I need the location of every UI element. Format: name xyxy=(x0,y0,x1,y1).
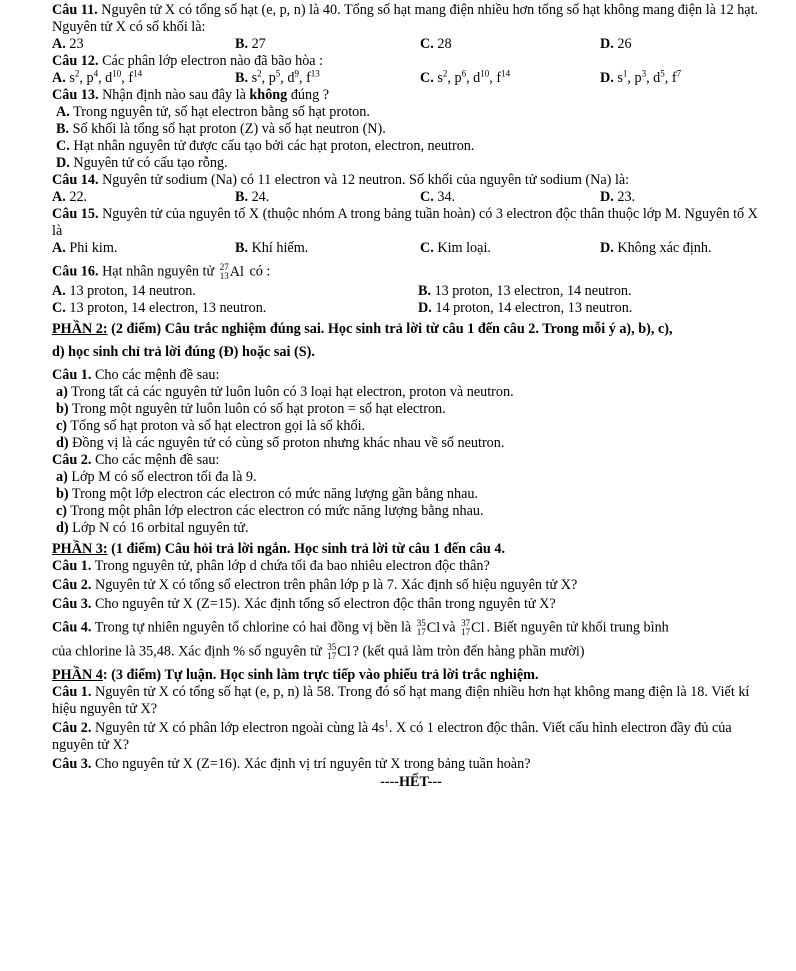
question-16: Câu 16. Hạt nhân nguyên tử 27 13 Al có : xyxy=(52,262,271,281)
option-b: B. 27 xyxy=(235,36,266,52)
option-d: D. $s^1$, $p^3$, $d^5$, $f^7$ xyxy=(600,68,682,86)
section-3-heading: PHẦN 3: (1 điểm) Câu hỏi trả lời ngắn. Học sinh trả lời từ câu 1 đến câu 4. xyxy=(52,541,506,557)
answer-options xyxy=(52,70,770,87)
section-2-heading: PHẦN 2: (2 điểm) Câu trắc nghiệm đúng sai. Học sinh trả lời từ câu 1 đến câu 2. Trong mỗi ý a), b), c), xyxy=(52,321,673,337)
option-c: C. 34. xyxy=(420,189,456,205)
statement-a: a) Lớp M có số electron tối đa là 9. xyxy=(56,469,257,485)
question-text: Nguyên tử X có tổng số hạt (e, p, n) là 40. Tổng số hạt mang điện nhiều hơn tổng số hạt không mang điện là 12 hạt. Nguyên tử X có số khối là: xyxy=(52,2,759,35)
option-b: B. $s^2$, $p^5$, $d^9$, $f^{13}$ xyxy=(235,68,320,86)
question-text: Các phân lớp electron nào đã bão hòa : xyxy=(98,53,324,69)
section-3-question-1: Câu 1. Trong nguyên tử, phân lớp d chứa tối đa bao nhiêu electron độc thân? xyxy=(52,558,490,574)
statement-c: c) Tổng số hạt proton và số hạt electron gọi là số khối. xyxy=(56,418,366,434)
answer-options xyxy=(52,283,770,300)
answer-options xyxy=(52,240,770,257)
option-a: A. 23 xyxy=(52,36,84,52)
question-13: Câu 13. Nhận định nào sau đây là không đúng ? xyxy=(52,87,330,103)
answer-options xyxy=(52,189,770,206)
question-label: Câu 16. xyxy=(52,263,99,280)
section-2-question-1: Câu 1. Cho các mệnh đề sau: xyxy=(52,367,220,383)
question-label: Câu 14. xyxy=(52,172,99,188)
option-d: D. Không xác định. xyxy=(600,240,712,256)
statement-d: d) Đồng vị là các nguyên tử có cùng số proton nhưng khác nhau về số neutron. xyxy=(56,435,505,451)
option-c: C. 13 proton, 14 electron, 13 neutron. xyxy=(52,300,267,316)
option-c: C. Kim loại. xyxy=(420,240,491,256)
nuclide-symbol: 27 13 Al xyxy=(219,262,244,281)
option-a: A. Trong nguyên tử, số hạt electron bằng số hạt proton. xyxy=(56,104,370,120)
option-d: D. 14 proton, 14 electron, 13 neutron. xyxy=(418,300,633,316)
option-c: C. Hạt nhân nguyên tử được cấu tạo bởi các hạt proton, electron, neutron. xyxy=(56,138,475,154)
statement-c: c) Trong một phân lớp electron các electron có mức năng lượng bằng nhau. xyxy=(56,503,484,519)
section-4-question-3: Câu 3. Cho nguyên tử X (Z=16). Xác định vị trí nguyên tử X trong bảng tuần hoàn? xyxy=(52,756,531,772)
nuclide-symbol: 35 17 Cl xyxy=(416,618,441,637)
option-d: D. Nguyên tử có cấu tạo rỗng. xyxy=(56,155,228,171)
section-2-question-2: Câu 2. Cho các mệnh đề sau: xyxy=(52,452,220,468)
option-b: B. Số khối là tổng số hạt proton (Z) và số hạt neutron (N). xyxy=(56,121,386,137)
option-b: B. 13 proton, 13 electron, 14 neutron. xyxy=(418,283,632,299)
question-label: Câu 13. xyxy=(52,87,99,103)
question-11 xyxy=(52,2,770,36)
answer-options xyxy=(52,300,770,317)
statement-a: a) Trong tất cả các nguyên tử luôn luôn có 3 loại hạt electron, proton và neutron. xyxy=(56,384,514,400)
answer-options xyxy=(52,36,770,53)
section-3-question-4: Câu 4. Trong tự nhiên nguyên tố chlorine có hai đồng vị bền là 35 17 Cl và 37 17 Cl . Biết nguyên tử khối trung bình xyxy=(52,618,669,637)
option-c: C. $s^2$, $p^6$, $d^{10}$, $f^{14}$ xyxy=(420,68,511,86)
option-a: A. 22. xyxy=(52,189,88,205)
option-d: D. 26 xyxy=(600,36,632,52)
section-4-question-2: Câu 2. Nguyên tử X có phân lớp electron ngoài cùng là $4s^1$. X có 1 electron độc thân. Viết cấu hình electron đầy đủ của nguyên tử X? xyxy=(52,718,732,753)
section-3-question-3: Câu 3. Cho nguyên tử X (Z=15). Xác định tổng số electron độc thân trong nguyên tử X? xyxy=(52,596,556,612)
option-c: C. 28 xyxy=(420,36,452,52)
question-label: Câu 11. xyxy=(52,2,98,18)
option-d: D. 23. xyxy=(600,189,636,205)
statement-d: d) Lớp N có 16 orbital nguyên tử. xyxy=(56,520,249,536)
option-b: B. Khí hiếm. xyxy=(235,240,309,256)
statement-b: b) Trong một nguyên tử luôn luôn có số hạt proton = số hạt electron. xyxy=(56,401,446,417)
end-marker: ----HẾT--- xyxy=(380,774,442,790)
nuclide-symbol: 37 17 Cl xyxy=(461,618,485,637)
option-a: A. 13 proton, 14 neutron. xyxy=(52,283,196,299)
section-4-question-1: Câu 1. Nguyên tử X có tổng số hạt (e, p, n) là 58. Trong đó số hạt mang điện nhiều hơn hạt không mang điện là 18. Viết kí hiệu nguyên tử X? xyxy=(52,684,750,717)
question-label: Câu 12. xyxy=(52,53,99,69)
nuclide-symbol: 35 17 Cl xyxy=(327,642,351,661)
option-b: B. 24. xyxy=(235,189,270,205)
section-4-heading: PHẦN 4: (3 điểm) Tự luận. Học sinh làm trực tiếp vào phiếu trả lời trắc nghiệm. xyxy=(52,667,539,683)
section-3-question-2: Câu 2. Nguyên tử X có tổng số electron trên phân lớp p là 7. Xác định số hiệu nguyên tử X? xyxy=(52,577,578,593)
section-3-question-4-cont: của chlorine là 35,48. Xác định % số nguyên tử 35 17 Cl ? (kết quả làm tròn đến hàng phần mười) xyxy=(52,642,585,661)
option-a: A. Phi kim. xyxy=(52,240,118,256)
section-2-heading-cont: d) học sinh chỉ trả lời đúng (Đ) hoặc sai (S). xyxy=(52,344,315,360)
question-14: Câu 14. Nguyên tử sodium (Na) có 11 electron và 12 neutron. Số khối của nguyên tử sodium (Na) là: xyxy=(52,172,630,188)
option-a: A. $s^2$, $p^4$, $d^{10}$, $f^{14}$ xyxy=(52,68,143,86)
question-label: Câu 15. xyxy=(52,206,99,222)
question-15: Câu 15. Nguyên tử của nguyên tố X (thuộc nhóm A trong bảng tuần hoàn) có 3 electron độc thân thuộc lớp M. Nguyên tố X là xyxy=(52,206,758,239)
statement-b: b) Trong một lớp electron các electron có mức năng lượng gần bằng nhau. xyxy=(56,486,479,502)
